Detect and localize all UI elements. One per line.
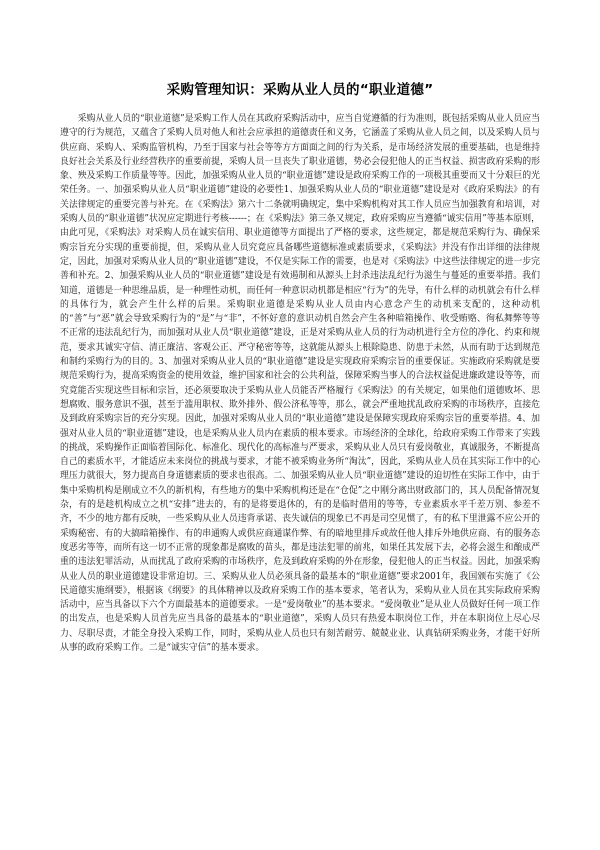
document-title: 采购管理知识：采购从业人员的“职业道德” <box>166 82 434 98</box>
document-body: 采购从业人员的“职业道德”是采购工作人员在其政府采购活动中，应当自觉遵循的行为准则，既包括采购从业人员应当遵守的行为规范，又蕴含了采购人员对他人和社会应承担的道德责任和义务，它涵盖了采购从业人员之间，以及采购人员与供应商、采购人、采购监管机构，乃至于国家与社会等等方方面面之间的行为关系，是市场经济发展的重要基础，也是维持良好社会关系及行业经营秩序的重要前提，采购人员一旦丧失了职业道德，势必会侵犯他人的正当权益、损害政府采购的形象、殃及采购工作质量等等。因此，加强采购从业人员的“职业道德”建设是政府采购工作的一项极其重要而又十分艰巨的光荣任务。一、加强采购从业人员“职业道德”建设的必要性1、加强采购从业人员的“职业道德”建设是对《政府采购法》的有关法律规定的重要完善与补充。在《采购法》第六十二条就明确规定，集中采购机构对其工作人员应当加强教育和培训，对采购人员的“职业道德”状况应定期进行考核------；在《采购法》第三条又规定，政府采购应当遵循“诚实信用”等基本原则，由此可见，《采购法》对采购人员在诚实信用、职业道德等方面提出了严格的要求，这些规定，都是规范采购行为、确保采购宗旨充分实现的重要前提，但，采购从业人员究竟应具备哪些道德标准或素质要求，《采购法》并没有作出详细的法律规定，因此，加强对采购从业人员的“职业道德”建设，不仅是实际工作的需要，也是对《采购法》中这些法律规定的进一步完善和补充。2、加强采购从业人员的“职业道德”建设是有效遏制和从源头上封杀违法乱纪行为滋生与蔓延的重要举措。我们知道，道德是一种思维品质，是一种理性动机，而任何一种意识动机都是相应“行为”的先导，有什么样的动机就会有什么样的具体行为，就会产生什么样的后果。采购职业道德是采购从业人员由内心意念产生的动机来支配的，这种动机的“善”与“恶”就会导致采购行为的“是”与“非”，不怀好意的意识动机自然会产生各种暗箱操作、收受贿赂、徇私舞弊等等不正常的违法乱纪行为，而加强对从业人员“职业道德”建设，正是对采购从业人员的行为动机进行全方位的净化、约束和规范，要求其诚实守信、清正廉洁、客观公正、严守秘密等等，这就能从源头上根除隐患、防患于未然，从而有助于达到规范和制约采购行为的目的。3、加强对采购从业人员的“职业道德”建设是实现政府采购宗旨的重要保证。实施政府采购就是要规范采购行为，提高采购资金的使用效益，维护国家和社会的公共利益，保障采购当事人的合法权益促进廉政建设等等，而究竟能否实现这些目标和宗旨，还必须要取决于采购从业人员能否严格履行《采购法》的有关规定，如果他们道德败坏、思想腐败、服务意识不强，甚至于滥用职权、欺外排外、假公济私等等，那么，就会严重地扰乱政府采购的市场秩序，直接危及到政府采购宗旨的充分实现。因此，加强对采购从业人员的“职业道德”建设是保障实现政府采购宗旨的重要举措。4、加强对从业人员的“职业道德”建设，也是采购从业人员内在素质的根本要求。市场经济的全球化，给政府采购工作带来了实践的挑战，采购操作正面临着国际化、标准化、现代化的高标准与严要求，采购从业人员只有爱岗敬业，真诚服务，不断提高自己的素质水平，才能适应未来岗位的挑战与要求，才能不被采购业务所“淘汰”，因此，采购从业人员在其实际工作中的心理压力就很大，努力提高自身道德素质的要求也很高。二、加强采购从业人员“职业道德”建设的迫切性在实际工作中，由于集中采购机构是刚成立不久的新机构，有些地方的集中采购机构还是在“仓促”之中刚分离出财政部门的，其人员配备情况复杂，有的是趁机构成立之机“安排”进去的，有的是将要退休的，有的是临时借用的等等，专业素质水平千差万别、参差不齐，不少的地方都有反映，一些采购从业人员违背承诺、丧失诚信的现象已不再是司空见惯了，有的私下里泄露不应公开的采购秘密、有的大搞暗箱操作、有的串通购人或供应商通谋作弊、有的暗地里排斥或故任他人排斥外地供应商、有的服务态度恶劣等等，而所有这一切不正常的现象都是腐败的苗头，都是违法犯罪的前兆，如果任其发展下去，必将会滋生和酿成严重的违法犯罪活动，从而扰乱了政府采购的市场秩序，危及到政府采购的外在形象，侵犯他人的正当权益。因此，加强采购从业人员的职业道德建设非常迫切。三、采购从业人员必须具备的最基本的“职业道德”要求2001年，我国颁布实施了《公民道德实施纲要》，根据该《纲要》的具体精神以及政府采购工作的基本要求，笔者认为，采购从业人员在其实际政府采购活动中，应当具备以下六个方面最基本的道德要求。一是“爱岗敬业”的基本要求。“爱岗敬业”是从业人员做好任何一项工作的出发点，也是采购人员首先应当具备的最基本的“职业道德”，采购人员只有热爱本职岗位工作，并在本职岗位上尽心尽力、尽职尽责，才能全身投入采购工作，同时，采购从业人员也只有刻苦耐劳、兢兢业业、认真钻研采购业务，才能干好所从事的政府采购工作。二是“诚实守信”的基本要求。 <box>60 114 540 653</box>
